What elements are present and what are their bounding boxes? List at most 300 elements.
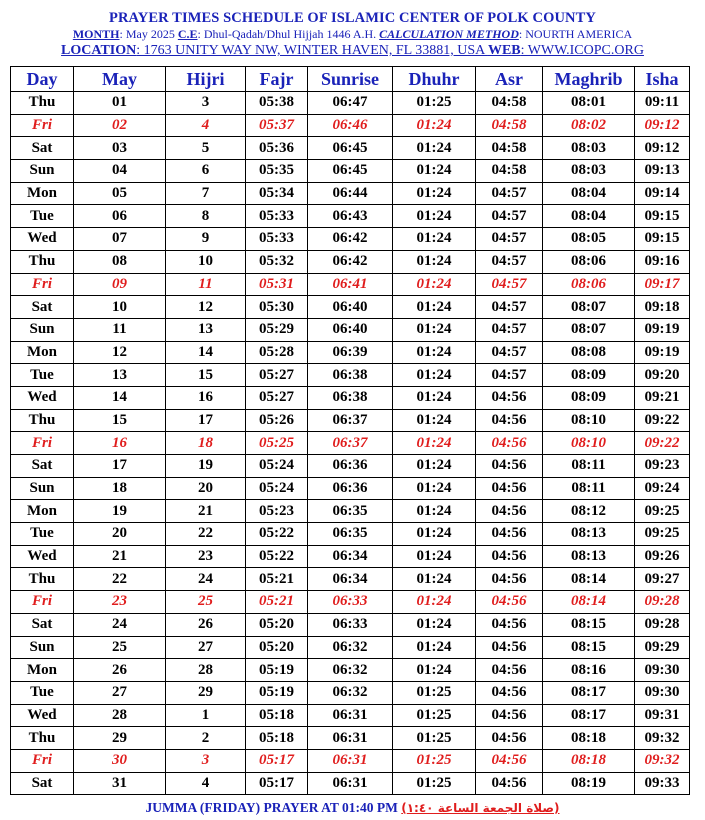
table-row [11,727,690,750]
cell-day: Wed [11,228,74,251]
cell-sunrise: 06:39 [308,341,393,364]
cell-may: 15 [74,409,166,432]
cell-day: Tue [11,681,74,704]
table-row [11,772,690,795]
cell-sunrise: 06:42 [308,250,393,273]
cell-hijri: 10 [166,250,246,273]
cell-day: Sun [11,477,74,500]
table-row [11,92,690,115]
cell-day: Thu [11,409,74,432]
cell-maghrib: 08:03 [543,137,635,160]
table-row [11,500,690,523]
cell-asr: 04:58 [476,92,543,115]
cell-sunrise: 06:37 [308,409,393,432]
cell-dhuhr: 01:24 [393,636,476,659]
cell-fajr: 05:24 [246,455,308,478]
cell-may: 07 [74,228,166,251]
ce-value: : Dhul-Qadah/Dhul Hijjah 1446 A.H. [197,27,380,41]
cell-day: Fri [11,273,74,296]
cell-day: Thu [11,568,74,591]
cell-dhuhr: 01:25 [393,92,476,115]
schedule-title: PRAYER TIMES SCHEDULE OF ISLAMIC CENTER OF POLK COUNTY [109,10,596,26]
table-row [11,386,690,409]
cell-fajr: 05:20 [246,613,308,636]
cell-sunrise: 06:40 [308,318,393,341]
cell-day: Wed [11,704,74,727]
cell-maghrib: 08:09 [543,364,635,387]
cell-hijri: 26 [166,613,246,636]
cell-asr: 04:57 [476,228,543,251]
table-row [11,250,690,273]
cell-dhuhr: 01:24 [393,613,476,636]
table-row [11,749,690,772]
cell-fajr: 05:18 [246,727,308,750]
cell-isha: 09:30 [635,681,690,704]
cell-asr: 04:56 [476,591,543,614]
cell-maghrib: 08:15 [543,636,635,659]
cell-dhuhr: 01:24 [393,250,476,273]
cell-asr: 04:58 [476,114,543,137]
cell-sunrise: 06:38 [308,364,393,387]
table-row [11,523,690,546]
cell-day: Sat [11,137,74,160]
table-row [11,296,690,319]
cell-isha: 09:11 [635,92,690,115]
cell-may: 02 [74,114,166,137]
cell-asr: 04:58 [476,160,543,183]
cell-fajr: 05:20 [246,636,308,659]
cell-asr: 04:56 [476,409,543,432]
cell-day: Mon [11,659,74,682]
cell-asr: 04:57 [476,318,543,341]
cell-dhuhr: 01:24 [393,500,476,523]
cell-isha: 09:21 [635,386,690,409]
cell-fajr: 05:34 [246,182,308,205]
cell-isha: 09:29 [635,636,690,659]
cell-asr: 04:56 [476,749,543,772]
cell-hijri: 7 [166,182,246,205]
cell-maghrib: 08:07 [543,296,635,319]
cell-sunrise: 06:36 [308,477,393,500]
table-row [11,636,690,659]
cell-dhuhr: 01:25 [393,772,476,795]
month-value: : May 2025 [119,27,178,41]
cell-fajr: 05:29 [246,318,308,341]
cell-isha: 09:13 [635,160,690,183]
cell-maghrib: 08:14 [543,591,635,614]
cell-isha: 09:25 [635,500,690,523]
cell-may: 10 [74,296,166,319]
cell-hijri: 2 [166,727,246,750]
cell-hijri: 15 [166,364,246,387]
cell-day: Thu [11,250,74,273]
cell-sunrise: 06:44 [308,182,393,205]
cell-asr: 04:56 [476,636,543,659]
cell-sunrise: 06:33 [308,613,393,636]
cell-day: Fri [11,114,74,137]
cell-hijri: 21 [166,500,246,523]
cell-may: 28 [74,704,166,727]
table-row [11,318,690,341]
cell-sunrise: 06:31 [308,727,393,750]
cell-fajr: 05:33 [246,205,308,228]
cell-maghrib: 08:16 [543,659,635,682]
cell-dhuhr: 01:24 [393,386,476,409]
cell-dhuhr: 01:24 [393,568,476,591]
cell-hijri: 14 [166,341,246,364]
cell-dhuhr: 01:25 [393,749,476,772]
cell-asr: 04:56 [476,727,543,750]
cell-may: 21 [74,545,166,568]
jumma-footer [0,800,705,816]
cell-may: 22 [74,568,166,591]
cell-fajr: 05:21 [246,568,308,591]
cell-asr: 04:56 [476,545,543,568]
cell-isha: 09:20 [635,364,690,387]
cell-dhuhr: 01:24 [393,160,476,183]
cell-maghrib: 08:03 [543,160,635,183]
cell-asr: 04:56 [476,523,543,546]
cell-hijri: 9 [166,228,246,251]
cell-dhuhr: 01:24 [393,477,476,500]
cell-isha: 09:32 [635,749,690,772]
cell-fajr: 05:18 [246,704,308,727]
cell-fajr: 05:21 [246,591,308,614]
cell-day: Sat [11,455,74,478]
cell-day: Mon [11,500,74,523]
col-header-day: Day [11,67,74,92]
cell-may: 30 [74,749,166,772]
cell-may: 12 [74,341,166,364]
cell-may: 27 [74,681,166,704]
cell-maghrib: 08:10 [543,432,635,455]
col-header-isha: Isha [635,67,690,92]
cell-fajr: 05:25 [246,432,308,455]
cell-may: 11 [74,318,166,341]
cell-fajr: 05:22 [246,545,308,568]
cell-isha: 09:24 [635,477,690,500]
cell-day: Sat [11,772,74,795]
prayer-times-table [10,66,690,795]
cell-maghrib: 08:13 [543,523,635,546]
cell-maghrib: 08:05 [543,228,635,251]
cell-dhuhr: 01:25 [393,681,476,704]
cell-maghrib: 08:13 [543,545,635,568]
cell-dhuhr: 01:24 [393,205,476,228]
cell-hijri: 12 [166,296,246,319]
table-row [11,659,690,682]
cell-dhuhr: 01:24 [393,296,476,319]
cell-hijri: 1 [166,704,246,727]
cell-may: 19 [74,500,166,523]
cell-isha: 09:16 [635,250,690,273]
cell-day: Tue [11,205,74,228]
cell-isha: 09:19 [635,318,690,341]
cell-fajr: 05:26 [246,409,308,432]
cell-may: 17 [74,455,166,478]
cell-maghrib: 08:04 [543,205,635,228]
cell-maghrib: 08:06 [543,273,635,296]
col-header-sunrise: Sunrise [308,67,393,92]
cell-dhuhr: 01:24 [393,182,476,205]
cell-asr: 04:57 [476,273,543,296]
cell-hijri: 25 [166,591,246,614]
cell-isha: 09:22 [635,409,690,432]
cell-fajr: 05:27 [246,364,308,387]
table-body [11,92,690,795]
cell-day: Sun [11,636,74,659]
cell-day: Wed [11,545,74,568]
cell-hijri: 13 [166,318,246,341]
month-label: MONTH [72,27,120,41]
table-row [11,273,690,296]
cell-asr: 04:56 [476,432,543,455]
cell-isha: 09:26 [635,545,690,568]
cell-sunrise: 06:33 [308,591,393,614]
table-row [11,137,690,160]
cell-maghrib: 08:11 [543,455,635,478]
cell-sunrise: 06:40 [308,296,393,319]
cell-hijri: 29 [166,681,246,704]
cell-fajr: 05:36 [246,137,308,160]
table-row [11,409,690,432]
cell-hijri: 24 [166,568,246,591]
month-line [0,27,705,42]
cell-maghrib: 08:18 [543,727,635,750]
cell-day: Thu [11,92,74,115]
cell-fajr: 05:30 [246,296,308,319]
cell-may: 23 [74,591,166,614]
cell-asr: 04:57 [476,341,543,364]
cell-fajr: 05:19 [246,681,308,704]
cell-may: 03 [74,137,166,160]
cell-isha: 09:15 [635,228,690,251]
cell-asr: 04:56 [476,681,543,704]
cell-maghrib: 08:08 [543,341,635,364]
cell-may: 31 [74,772,166,795]
cell-may: 16 [74,432,166,455]
cell-day: Sat [11,613,74,636]
cell-dhuhr: 01:24 [393,114,476,137]
cell-hijri: 16 [166,386,246,409]
table-row [11,545,690,568]
cell-asr: 04:56 [476,772,543,795]
cell-day: Fri [11,749,74,772]
cell-hijri: 19 [166,455,246,478]
cell-may: 01 [74,92,166,115]
cell-asr: 04:56 [476,455,543,478]
location-label: LOCATION [61,43,137,58]
cell-dhuhr: 01:25 [393,727,476,750]
cell-dhuhr: 01:24 [393,228,476,251]
cell-may: 25 [74,636,166,659]
cell-hijri: 3 [166,749,246,772]
ce-label: C.E [177,27,198,41]
col-header-hijri: Hijri [166,67,246,92]
cell-maghrib: 08:17 [543,681,635,704]
cell-maghrib: 08:18 [543,749,635,772]
cell-dhuhr: 01:24 [393,409,476,432]
cell-isha: 09:30 [635,659,690,682]
cell-isha: 09:17 [635,273,690,296]
cell-dhuhr: 01:24 [393,318,476,341]
cell-day: Wed [11,386,74,409]
cell-hijri: 20 [166,477,246,500]
cell-isha: 09:33 [635,772,690,795]
web-label: WEB [487,43,521,58]
cell-sunrise: 06:46 [308,114,393,137]
cell-sunrise: 06:31 [308,704,393,727]
cell-hijri: 17 [166,409,246,432]
cell-dhuhr: 01:24 [393,545,476,568]
cell-day: Tue [11,364,74,387]
cell-maghrib: 08:14 [543,568,635,591]
cell-fajr: 05:27 [246,386,308,409]
cell-may: 14 [74,386,166,409]
cell-may: 09 [74,273,166,296]
cell-sunrise: 06:47 [308,92,393,115]
cell-dhuhr: 01:24 [393,523,476,546]
table-row [11,114,690,137]
cell-maghrib: 08:19 [543,772,635,795]
table-row [11,228,690,251]
cell-isha: 09:25 [635,523,690,546]
cell-asr: 04:56 [476,500,543,523]
table-header-row [11,67,690,92]
table-row [11,432,690,455]
cell-fajr: 05:35 [246,160,308,183]
cell-maghrib: 08:04 [543,182,635,205]
cell-may: 20 [74,523,166,546]
cell-fajr: 05:24 [246,477,308,500]
cell-sunrise: 06:42 [308,228,393,251]
calc-method-value: : NOURTH AMERICA [518,27,633,41]
col-header-fajr: Fajr [246,67,308,92]
cell-hijri: 5 [166,137,246,160]
cell-may: 06 [74,205,166,228]
cell-asr: 04:56 [476,704,543,727]
cell-dhuhr: 01:24 [393,273,476,296]
cell-asr: 04:56 [476,659,543,682]
cell-day: Thu [11,727,74,750]
cell-isha: 09:12 [635,137,690,160]
table-row [11,568,690,591]
col-header-may: May [74,67,166,92]
cell-dhuhr: 01:24 [393,455,476,478]
cell-hijri: 27 [166,636,246,659]
table-row [11,455,690,478]
cell-maghrib: 08:17 [543,704,635,727]
cell-fajr: 05:23 [246,500,308,523]
cell-isha: 09:14 [635,182,690,205]
cell-fajr: 05:37 [246,114,308,137]
jumma-text: JUMMA (FRIDAY) PRAYER AT 01:40 PM [145,800,402,815]
cell-day: Tue [11,523,74,546]
cell-dhuhr: 01:24 [393,137,476,160]
cell-may: 29 [74,727,166,750]
table-row [11,613,690,636]
cell-asr: 04:57 [476,250,543,273]
cell-sunrise: 06:32 [308,659,393,682]
cell-sunrise: 06:38 [308,386,393,409]
cell-hijri: 22 [166,523,246,546]
cell-sunrise: 06:35 [308,500,393,523]
cell-dhuhr: 01:24 [393,591,476,614]
cell-maghrib: 08:15 [543,613,635,636]
cell-maghrib: 08:11 [543,477,635,500]
cell-isha: 09:28 [635,613,690,636]
table-row [11,364,690,387]
cell-may: 18 [74,477,166,500]
col-header-maghrib: Maghrib [543,67,635,92]
cell-may: 26 [74,659,166,682]
cell-isha: 09:27 [635,568,690,591]
cell-asr: 04:57 [476,205,543,228]
cell-maghrib: 08:01 [543,92,635,115]
cell-sunrise: 06:45 [308,160,393,183]
cell-day: Sun [11,160,74,183]
cell-hijri: 18 [166,432,246,455]
cell-hijri: 6 [166,160,246,183]
cell-isha: 09:12 [635,114,690,137]
table-row [11,477,690,500]
cell-fajr: 05:19 [246,659,308,682]
cell-fajr: 05:32 [246,250,308,273]
cell-fajr: 05:38 [246,92,308,115]
table-row [11,205,690,228]
cell-may: 13 [74,364,166,387]
table-row [11,182,690,205]
cell-sunrise: 06:35 [308,523,393,546]
cell-isha: 09:19 [635,341,690,364]
location-value: : 1763 UNITY WAY NW, WINTER HAVEN, FL 33881, USA [136,43,488,58]
calc-method-label: CALCULATION METHOD [379,27,519,41]
cell-dhuhr: 01:25 [393,704,476,727]
cell-day: Sat [11,296,74,319]
cell-fajr: 05:17 [246,749,308,772]
cell-dhuhr: 01:24 [393,432,476,455]
cell-fajr: 05:31 [246,273,308,296]
cell-maghrib: 08:10 [543,409,635,432]
cell-sunrise: 06:37 [308,432,393,455]
cell-fajr: 05:17 [246,772,308,795]
cell-asr: 04:56 [476,568,543,591]
cell-isha: 09:18 [635,296,690,319]
cell-sunrise: 06:34 [308,545,393,568]
cell-sunrise: 06:45 [308,137,393,160]
cell-sunrise: 06:32 [308,636,393,659]
cell-hijri: 11 [166,273,246,296]
cell-sunrise: 06:34 [308,568,393,591]
cell-day: Mon [11,182,74,205]
cell-dhuhr: 01:24 [393,659,476,682]
cell-may: 05 [74,182,166,205]
cell-asr: 04:58 [476,137,543,160]
cell-hijri: 3 [166,92,246,115]
col-header-dhuhr: Dhuhr [393,67,476,92]
cell-asr: 04:57 [476,364,543,387]
cell-maghrib: 08:06 [543,250,635,273]
cell-asr: 04:57 [476,296,543,319]
cell-hijri: 28 [166,659,246,682]
cell-hijri: 23 [166,545,246,568]
cell-isha: 09:23 [635,455,690,478]
cell-asr: 04:56 [476,477,543,500]
web-value: : WWW.ICOPC.ORG [520,43,644,58]
cell-sunrise: 06:41 [308,273,393,296]
cell-maghrib: 08:07 [543,318,635,341]
cell-maghrib: 08:02 [543,114,635,137]
